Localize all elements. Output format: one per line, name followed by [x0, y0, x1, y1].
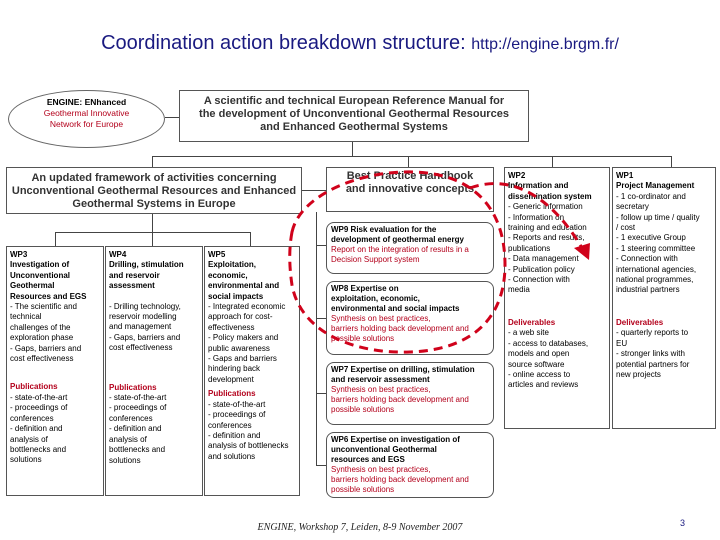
wp3-pub: - state-of-the-art: [10, 392, 68, 402]
wp5-line: WP5: [208, 250, 226, 259]
wp6-red-line: possible solutions: [331, 485, 395, 494]
wp4-line: - Drilling technology,: [109, 301, 181, 311]
wp8-red-line: Synthesis on best practices,: [331, 314, 431, 323]
wp1-line: - Connection with: [616, 254, 678, 264]
bph-line-1: Best Practice Handbook: [346, 170, 474, 182]
engine-line-1: ENGINE: ENhanced: [46, 97, 127, 107]
wp5-line: - Gaps and barriers: [208, 354, 277, 364]
wp6-line: WP6 Expertise on investigation of: [331, 435, 460, 444]
wp2-line: - Publication policy: [508, 264, 575, 274]
wp4-line: assessment: [109, 281, 155, 291]
wp8-line: exploitation, economic,: [331, 294, 420, 303]
page-number: 3: [680, 518, 686, 528]
wp4-line: Drilling, stimulation: [109, 260, 184, 270]
wp5-line: Exploitation,: [208, 260, 256, 270]
wp1-line: - 1 co-ordinator and: [616, 191, 686, 201]
wp5-publications-title: Publications: [208, 389, 256, 399]
wp2-deliverable: source software: [508, 359, 565, 369]
wp5-pub: analysis of bottlenecks: [208, 441, 289, 451]
wp2-line: - Data management: [508, 254, 579, 264]
wp9-red-line: Report on the integration of results in a: [331, 245, 469, 254]
wp1-line: Project Management: [616, 181, 695, 191]
wp1-deliverable: EU: [616, 338, 628, 348]
wp5-pub: conferences: [208, 420, 252, 430]
wp2-line: publications: [508, 243, 551, 253]
wp3-line: exploration phase: [10, 333, 74, 343]
wp2-line: - Generic information: [508, 202, 583, 212]
wp2-deliverable: models and open: [508, 349, 570, 359]
wp1-deliverable: new projects: [616, 369, 661, 379]
wp4-pub: conferences: [109, 413, 153, 423]
reference-manual-line-2: the development of Unconventional Geothermal Resources: [199, 108, 509, 120]
wp5-line: - Policy makers and: [208, 333, 279, 343]
wp6-line: resources and EGS: [331, 455, 405, 464]
framework-line-2: Unconventional Geothermal Resources and Enhanced: [11, 185, 297, 197]
wp1-line: industrial partners: [616, 285, 680, 295]
wp5-line: - Integrated economic: [208, 302, 286, 312]
wp1-line: WP1: [616, 171, 634, 180]
wp4-pub: solutions: [109, 455, 141, 465]
wp7-red-line: Synthesis on best practices,: [331, 385, 431, 394]
wp4-line: reservoir modelling: [109, 312, 177, 322]
red-dashed-arrow: [470, 184, 582, 248]
wp5-pub: - state-of-the-art: [208, 399, 266, 409]
slide-title-text: Coordination action breakdown structure:: [101, 32, 472, 54]
wp1-line: - 1 steering committee: [616, 243, 696, 253]
wp7-line: and reservoir assessment: [331, 375, 430, 384]
wp1-line: international agencies,: [616, 264, 697, 274]
reference-manual-line-3: and Enhanced Geothermal Systems: [260, 121, 448, 133]
wp4-line: WP4: [109, 250, 127, 259]
wp2-line: - Reports and results,: [508, 233, 585, 243]
wp4-pub: analysis of: [109, 434, 147, 444]
wp7-red-line: possible solutions: [331, 405, 395, 414]
engine-url-link[interactable]: http://engine.brgm.fr/: [471, 36, 619, 53]
engine-line-2: Geothermal Innovative: [43, 108, 130, 118]
wp1-deliverable: potential partners for: [616, 359, 690, 369]
wp2-line: media: [508, 285, 530, 295]
wp4-pub: - proceedings of: [109, 403, 167, 413]
wp1-line: / cost: [616, 223, 636, 233]
wp6-red-line: barriers holding back development and: [331, 475, 469, 484]
wp3-line: - Gaps, barriers and: [10, 343, 82, 353]
wp5-line: hindering back: [208, 364, 261, 374]
wp8-red-line: barriers holding back development and: [331, 324, 469, 333]
red-arrow-head: [574, 243, 590, 260]
wp9-line: development of geothermal energy: [331, 235, 464, 244]
wp9-line: WP9 Risk evaluation for the: [331, 225, 437, 234]
engine-line-3: Network for Europe: [49, 119, 124, 129]
wp2-line: dissemination system: [508, 191, 592, 201]
wp2-deliverable: articles and reviews: [508, 380, 579, 390]
wp3-pub: conferences: [10, 413, 54, 423]
wp3-pub: analysis of: [10, 434, 48, 444]
wp8-line: environmental and social impacts: [331, 304, 460, 313]
wp3-line: technical: [10, 312, 42, 322]
wp3-pub: bottlenecks and: [10, 444, 67, 454]
wp2-deliverable: - a web site: [508, 328, 549, 338]
wp2-deliverable: - online access to: [508, 369, 571, 379]
wp5-line: public awareness: [208, 343, 270, 353]
wp3-line: cost effectiveness: [10, 354, 74, 364]
wp6-red-line: Synthesis on best practices,: [331, 465, 431, 474]
wp2-line: - Connection with: [508, 275, 570, 285]
wp8-red-line: possible solutions: [331, 334, 395, 343]
wp3-pub: - definition and: [10, 424, 63, 434]
wp6-line: unconventional Geothermal: [331, 445, 437, 454]
wp5-line: environmental and: [208, 281, 280, 291]
wp4-pub: - definition and: [109, 424, 162, 434]
bph-line-2: and innovative concepts: [345, 183, 475, 195]
wp5-pub: - proceedings of: [208, 410, 266, 420]
wp3-line: Resources and EGS: [10, 291, 87, 301]
wp1-line: national programmes,: [616, 275, 694, 285]
wp2-deliverable: - access to databases,: [508, 338, 589, 348]
wp2-line: WP2: [508, 171, 526, 180]
wp3-line: challenges of the: [10, 322, 71, 332]
wp5-line: development: [208, 374, 254, 384]
wp4-pub: bottlenecks and: [109, 445, 166, 455]
wp1-line: - 1 executive Group: [616, 233, 686, 243]
footer-text: ENGINE, Workshop 7, Leiden, 8-9 November 2007: [257, 522, 463, 533]
wp3-line: WP3: [10, 250, 28, 259]
wp5-line: social impacts: [208, 291, 264, 301]
wp1-deliverable: - quarterly reports to: [616, 328, 689, 338]
wp4-line: and management: [109, 322, 172, 332]
wp1-deliverable: - stronger links with: [616, 349, 685, 359]
wp8-line: WP8 Expertise on: [331, 284, 399, 293]
wp3-pub: - proceedings of: [10, 403, 68, 413]
wp3-pub: solutions: [10, 455, 42, 465]
wp3-line: - The scientific and: [10, 302, 77, 312]
wp2-line: training and education: [508, 223, 587, 233]
wp5-pub: and solutions: [208, 451, 256, 461]
framework-line-1: An updated framework of activities concerning: [31, 172, 277, 184]
wp5-line: effectiveness: [208, 322, 255, 332]
wp3-line: Unconventional: [10, 270, 71, 280]
reference-manual-line-1: A scientific and technical European Reference Manual for: [203, 95, 505, 107]
wp4-line: cost effectiveness: [109, 343, 173, 353]
wp7-red-line: barriers holding back development and: [331, 395, 469, 404]
wp4-line: and reservoir: [109, 270, 160, 280]
wp3-line: Geothermal: [10, 281, 55, 291]
wp2-line: Information and: [508, 181, 569, 191]
wp4-pub: - state-of-the-art: [109, 393, 167, 403]
wp2-deliverables-title: Deliverables: [508, 317, 556, 327]
wp5-pub: - definition and: [208, 430, 261, 440]
red-dashed-circle: [290, 172, 505, 352]
wp5-line: economic,: [208, 270, 248, 280]
wp1-deliverables-title: Deliverables: [616, 317, 664, 327]
wp7-line: WP7 Expertise on drilling, stimulation: [331, 365, 475, 374]
wp3-line: Investigation of: [10, 260, 70, 270]
wp4-line: - Gaps, barriers and: [109, 332, 181, 342]
wp2-line: - Information on: [508, 212, 565, 222]
wp9-red-line: Decision Support system: [331, 255, 420, 264]
wp5-line: approach for cost-: [208, 312, 273, 322]
wp4-publications-title: Publications: [109, 382, 157, 392]
wp3-publications-title: Publications: [10, 382, 58, 392]
wp1-line: secretary: [616, 202, 649, 212]
wp1-line: - follow up time / quality: [616, 212, 700, 222]
framework-line-3: Geothermal Systems in Europe: [72, 198, 236, 210]
